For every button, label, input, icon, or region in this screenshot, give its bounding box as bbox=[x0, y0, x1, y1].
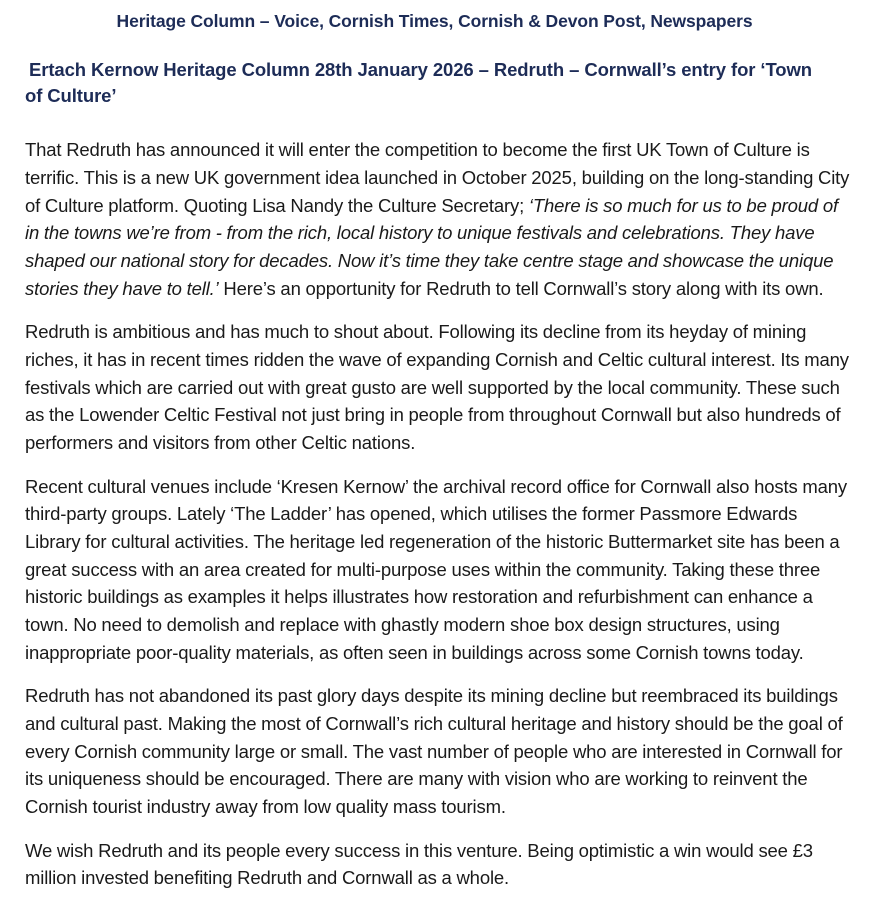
paragraph-3: Recent cultural venues include ‘Kresen Kernow’ the archival record office for Cornwall also hosts many third-party groups. Lately ‘The Ladder’ has opened, which utilises the former Passmore Edwards Library for cultural activities. The heritage led regeneration of the historic Buttermarket site has been a great success with an area created for multi-purpose uses within the community. Taking these three historic buildings as examples it helps illustrates how restoration and refurbishment can enhance a town. No need to demolish and replace with ghastly modern shoe box design structures, using inappropriate poor-quality materials, as often seen in buildings across some Cornish towns today. bbox=[25, 475, 848, 663]
paragraph-1 bbox=[25, 136, 851, 302]
paragraph-2: Redruth is ambitious and has much to shout about. Following its decline from its heyday of mining riches, it has in recent times ridden the wave of expanding Cornish and Celtic cultural interest. Its many festivals which are carried out with great gusto are well supported by the local community. These such as the Lowender Celtic Festival not just bring in people from throughout Cornwall but also hundreds of performers and visitors from other Celtic nations. bbox=[25, 321, 849, 453]
paragraph-4: Redruth has not abandoned its past glory days despite its mining decline but reembraced its buildings and cultural past. Making the most of Cornwall’s rich cultural heritage and history should be the goal of every Cornish community large or small. The vast number of people who are interested in Cornwall for its uniqueness should be encouraged. There are many with vision who are working to reinvent the Cornish tourist industry away from low quality mass tourism. bbox=[25, 685, 843, 817]
document-title: Heritage Column – Voice, Cornish Times, Cornish & Devon Post, Newspapers bbox=[116, 11, 753, 31]
document-subtitle: Ertach Kernow Heritage Column 28th January 2026 – Redruth – Cornwall’s entry for ‘Town of Culture’ bbox=[25, 58, 812, 107]
paragraph-5: We wish Redruth and its people every success in this venture. Being optimistic a win would see £3 million invested benefiting Redruth and Cornwall as a whole. bbox=[25, 839, 813, 889]
paragraph-1-tail-text: Here’s an opportunity for Redruth to tell Cornwall’s story along with its own. bbox=[218, 277, 824, 299]
document-body bbox=[0, 136, 869, 891]
paragraph-1-lead-text: That Redruth has announced it will enter the competition to become the first UK Town of Culture is terrific. This is a new UK government idea launched in October 2025, building on the long-standing City of Culture platform. Quoting Lisa Nandy the Culture Secretary; bbox=[25, 139, 850, 216]
nandy-quotation: ‘There is so much for us to be proud of in the towns we’re from - from the rich, local history to unique festivals and celebrations. They have shaped our national story for decades. Now it’s time they take centre stage and showcase the unique stories they have to tell.’ bbox=[25, 194, 838, 299]
